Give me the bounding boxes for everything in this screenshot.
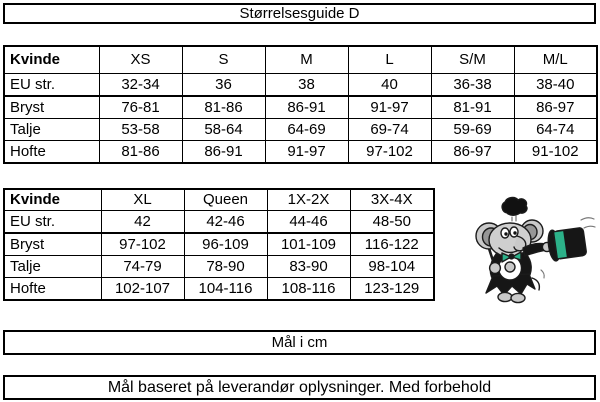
size-value-cell: 42 <box>101 211 184 234</box>
row-label-cell: Hofte <box>4 278 101 301</box>
hat-motion-lines <box>581 218 595 228</box>
size-value-cell: 91-97 <box>348 96 431 119</box>
size-value-cell: 64-74 <box>514 119 597 141</box>
size-value-cell: 59-69 <box>431 119 514 141</box>
size-value-cell: 98-104 <box>350 256 434 278</box>
row-label-cell: Bryst <box>4 96 99 119</box>
row-label-cell: Bryst <box>4 233 101 256</box>
size-value-cell: 91-97 <box>265 141 348 164</box>
size-value-cell: 83-90 <box>267 256 350 278</box>
size-value-cell: 102-107 <box>101 278 184 301</box>
size-value-cell: XS <box>99 46 182 74</box>
title-box <box>3 3 596 24</box>
size-value-cell: 86-97 <box>514 96 597 119</box>
size-value-cell: 74-79 <box>101 256 184 278</box>
size-value-cell: 86-97 <box>431 141 514 164</box>
size-value-cell: 96-109 <box>184 233 267 256</box>
page-title: Størrelsesguide D <box>239 5 360 22</box>
size-value-cell: 78-90 <box>184 256 267 278</box>
size-value-cell: L <box>348 46 431 74</box>
top-hat <box>547 226 587 262</box>
row-label-cell: EU str. <box>4 74 99 97</box>
size-value-cell: S <box>182 46 265 74</box>
cane-hand <box>490 263 501 274</box>
size-value-cell: 69-74 <box>348 119 431 141</box>
size-value-cell: 44-46 <box>267 211 350 234</box>
size-value-cell: 38-40 <box>514 74 597 97</box>
size-value-cell: 40 <box>348 74 431 97</box>
size-value-cell: 101-109 <box>267 233 350 256</box>
size-value-cell: M/L <box>514 46 597 74</box>
size-table-standard <box>3 45 598 164</box>
size-value-cell: 123-129 <box>350 278 434 301</box>
toupee-shape <box>502 198 527 216</box>
row-label-cell: Hofte <box>4 141 99 164</box>
row-label-cell: Kvinde <box>4 46 99 74</box>
size-value-cell: 97-102 <box>101 233 184 256</box>
size-value-cell: 81-86 <box>182 96 265 119</box>
row-label-cell: Talje <box>4 256 101 278</box>
disclaimer-text: Mål baseret på leverandør oplysninger. Med forbehold <box>107 378 492 396</box>
row-label-cell: EU str. <box>4 211 101 234</box>
size-value-cell: 86-91 <box>265 96 348 119</box>
size-value-cell: 42-46 <box>184 211 267 234</box>
size-value-cell: 1X-2X <box>267 189 350 211</box>
size-value-cell: 97-102 <box>348 141 431 164</box>
size-value-cell: 53-58 <box>99 119 182 141</box>
size-value-cell: S/M <box>431 46 514 74</box>
unit-note-box <box>3 330 596 355</box>
elephant-mascot-icon <box>455 186 600 316</box>
size-value-cell: 32-34 <box>99 74 182 97</box>
row-label-cell: Talje <box>4 119 99 141</box>
size-value-cell: 36 <box>182 74 265 97</box>
size-value-cell: 81-86 <box>99 141 182 164</box>
size-value-cell: M <box>265 46 348 74</box>
size-value-cell: 64-69 <box>265 119 348 141</box>
size-value-cell: XL <box>101 189 184 211</box>
size-value-cell: Queen <box>184 189 267 211</box>
size-value-cell: 38 <box>265 74 348 97</box>
size-value-cell: 91-102 <box>514 141 597 164</box>
foot <box>511 293 525 302</box>
size-value-cell: 36-38 <box>431 74 514 97</box>
size-value-cell: 58-64 <box>182 119 265 141</box>
size-value-cell: 86-91 <box>182 141 265 164</box>
size-value-cell: 48-50 <box>350 211 434 234</box>
size-value-cell: 104-116 <box>184 278 267 301</box>
size-value-cell: 108-116 <box>267 278 350 301</box>
size-table-plus <box>3 188 435 301</box>
unit-note-text: Mål i cm <box>271 334 328 351</box>
size-value-cell: 116-122 <box>350 233 434 256</box>
size-value-cell: 3X-4X <box>350 189 434 211</box>
disclaimer-box <box>3 375 596 400</box>
size-value-cell: 81-91 <box>431 96 514 119</box>
row-label-cell: Kvinde <box>4 189 101 211</box>
size-value-cell: 76-81 <box>99 96 182 119</box>
foot <box>498 292 512 301</box>
